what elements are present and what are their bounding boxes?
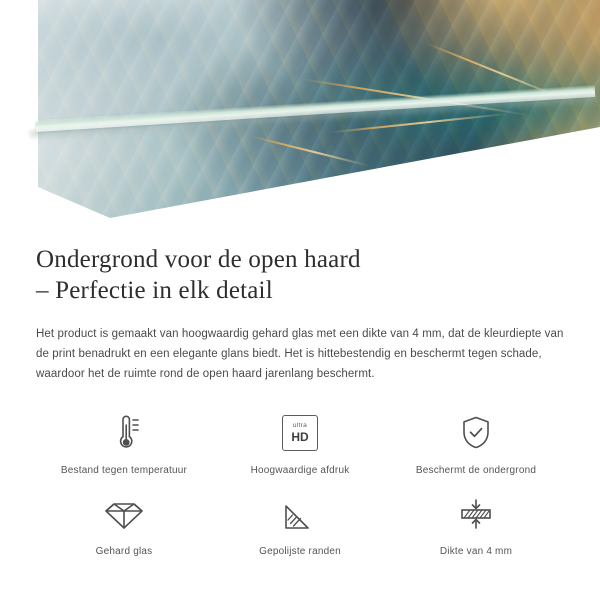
polished-edges-icon xyxy=(212,491,388,537)
feature-label: Gehard glas xyxy=(95,546,153,557)
feature-label: Hoogwaardige afdruk xyxy=(250,465,350,476)
hero-image xyxy=(0,0,600,224)
feature-item-print-quality xyxy=(212,410,388,477)
feature-label: Gepolijste randen xyxy=(259,546,341,557)
feature-item-tempered-glass xyxy=(36,491,212,558)
ultra-hd-badge-main: HD xyxy=(291,429,309,444)
page-title-line-2: – Perfectie in elk detail xyxy=(36,277,273,304)
thermometer-icon xyxy=(36,410,212,456)
feature-label: Beschermt de ondergrond xyxy=(415,465,537,476)
ultra-hd-icon xyxy=(212,410,388,456)
feature-item-surface-protection xyxy=(388,410,564,477)
shield-check-icon xyxy=(388,410,564,456)
feature-label: Bestand tegen temperatuur xyxy=(60,465,188,476)
sparkle-icon xyxy=(486,152,532,198)
feature-grid xyxy=(36,410,564,558)
sparkle-icon xyxy=(520,172,546,198)
content-area xyxy=(0,244,600,558)
feature-label: Dikte van 4 mm xyxy=(439,546,513,557)
marble-glass-artwork xyxy=(0,0,600,224)
diamond-icon xyxy=(36,491,212,537)
feature-item-thickness xyxy=(388,491,564,558)
product-description-text: Het product is gemaakt van hoogwaardig gehard glas met een dikte van 4 mm, dat de kleurdiepte van de print benadrukt en een elegante glans biedt. Het is hittebestendig en beschermt tegen schade, waardoor het de ruimte rond de open haard jarenlang beschermt. xyxy=(36,328,564,380)
page-title-line-1: Ondergrond voor de open haard xyxy=(36,246,361,273)
feature-item-temperature xyxy=(36,410,212,477)
thickness-icon xyxy=(388,491,564,537)
page-title xyxy=(36,244,556,306)
feature-item-polished-edges xyxy=(212,491,388,558)
ultra-hd-badge-top: ultra xyxy=(292,422,308,430)
